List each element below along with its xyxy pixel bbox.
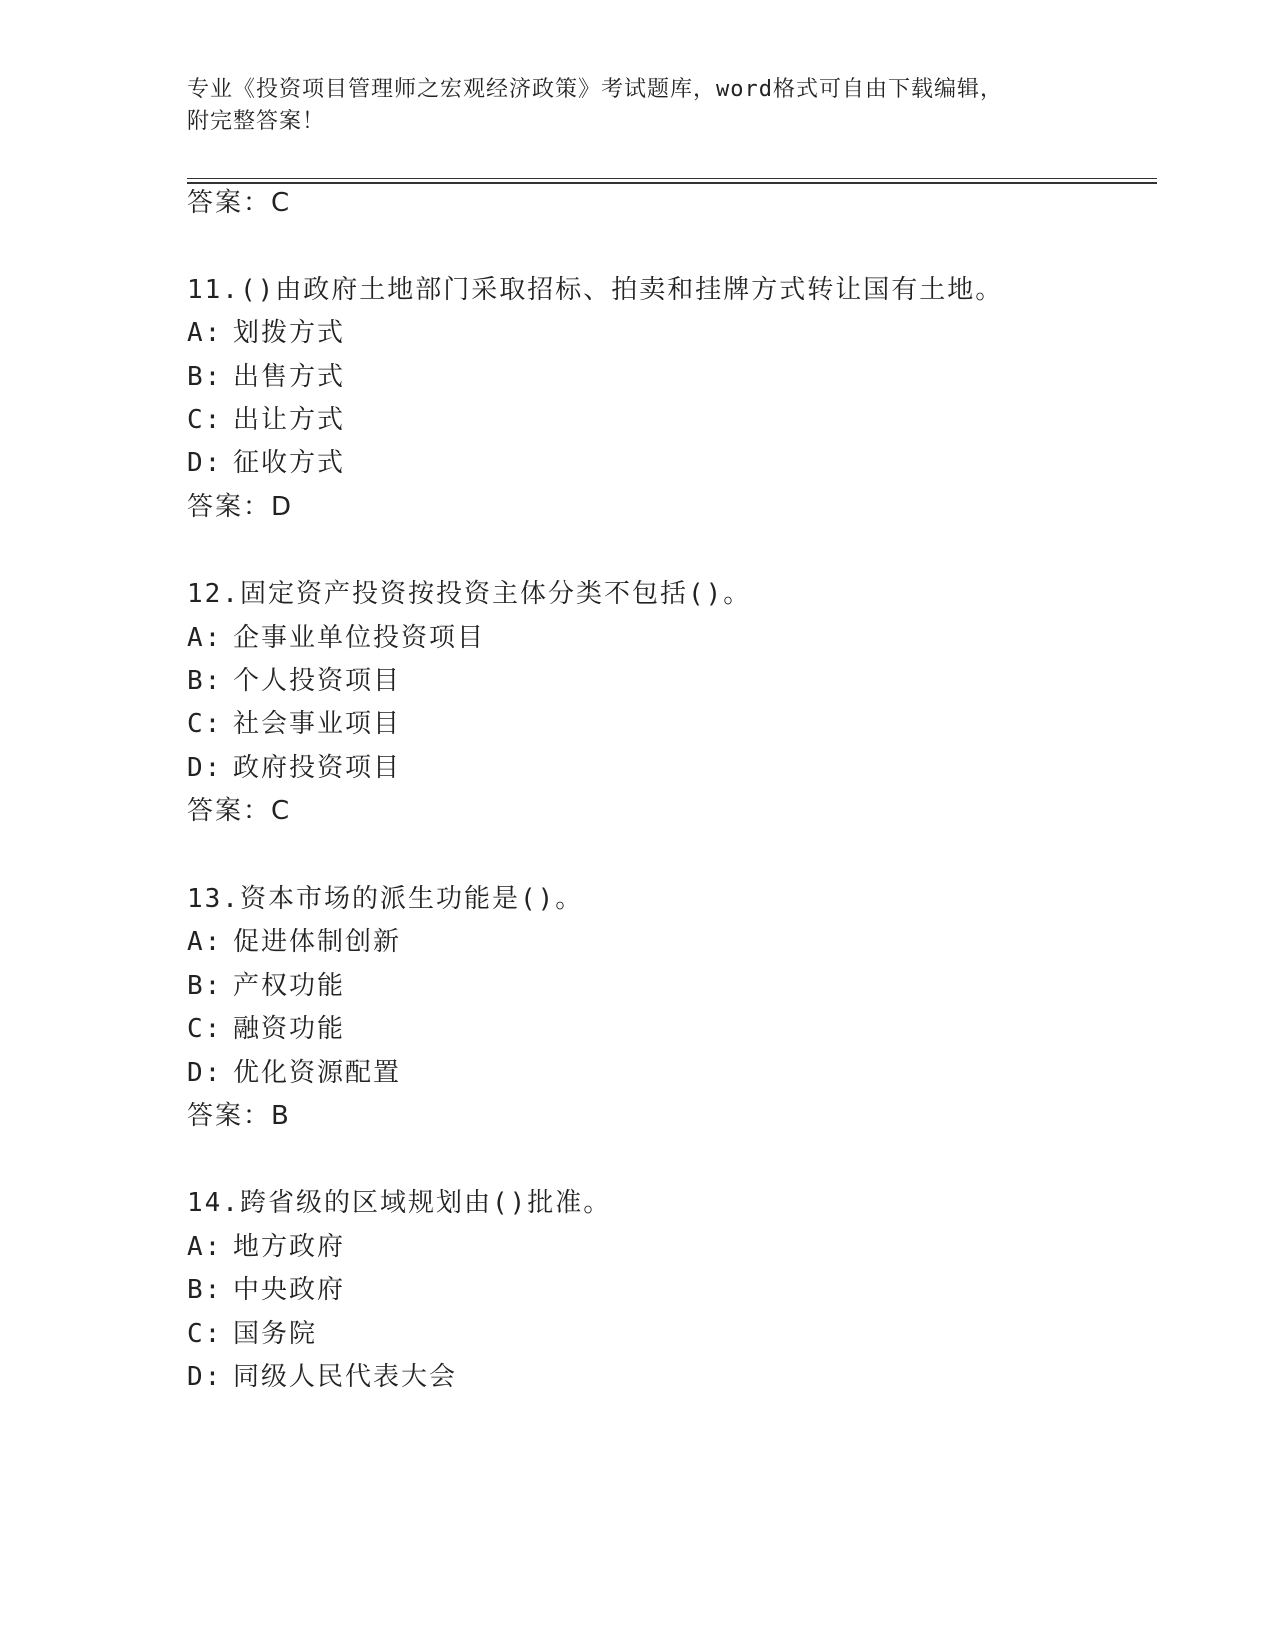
answer-line: 答案：C [187, 796, 292, 826]
option-letter: D: [187, 448, 223, 478]
option-c [187, 1314, 317, 1354]
option-a [187, 618, 485, 658]
option-letter: A: [187, 623, 223, 653]
option-c [187, 704, 401, 744]
option-letter: A: [187, 318, 223, 348]
option-d [187, 1053, 401, 1093]
option-text: 划拨方式 [233, 318, 346, 348]
question-stem: 12.固定资产投资按投资主体分类不包括()。 [187, 579, 752, 609]
question-stem: 11.()由政府土地部门采取招标、拍卖和挂牌方式转让国有土地。 [187, 275, 1004, 305]
option-c [187, 1009, 345, 1049]
option-letter: D: [187, 753, 223, 783]
option-text: 政府投资项目 [233, 753, 402, 783]
option-b [187, 966, 345, 1006]
option-a [187, 313, 345, 353]
option-text: 出让方式 [233, 405, 346, 435]
option-letter: A: [187, 927, 223, 957]
option-letter: B: [187, 362, 223, 392]
option-letter: B: [187, 666, 223, 696]
option-letter: C: [187, 709, 223, 739]
header-line-2: 附完整答案！ [187, 109, 326, 134]
option-text: 产权功能 [233, 971, 346, 1001]
option-text: 社会事业项目 [233, 709, 402, 739]
option-text: 地方政府 [233, 1232, 346, 1262]
option-letter: C: [187, 1014, 223, 1044]
option-letter: C: [187, 405, 223, 435]
option-text: 中央政府 [233, 1275, 346, 1305]
document-header [187, 74, 1067, 138]
option-text: 同级人民代表大会 [233, 1362, 458, 1392]
option-letter: B: [187, 971, 223, 1001]
option-d [187, 443, 345, 483]
answer-line: 答案：C [187, 188, 292, 218]
option-a [187, 922, 401, 962]
option-text: 优化资源配置 [233, 1058, 402, 1088]
document-page [187, 0, 1157, 1650]
option-text: 国务院 [233, 1319, 318, 1349]
header-line-1: 专业《投资项目管理师之宏观经济政策》考试题库，word格式可自由下载编辑， [187, 77, 1003, 102]
header-divider [187, 178, 1157, 184]
option-b [187, 357, 345, 397]
answer-line: 答案：D [187, 492, 294, 522]
option-letter: B: [187, 1275, 223, 1305]
question-stem: 13.资本市场的派生功能是()。 [187, 884, 584, 914]
option-b [187, 1270, 345, 1310]
option-c [187, 400, 345, 440]
option-text: 个人投资项目 [233, 666, 402, 696]
option-text: 促进体制创新 [233, 927, 402, 957]
option-d [187, 748, 401, 788]
option-a [187, 1227, 345, 1267]
option-letter: D: [187, 1058, 223, 1088]
option-text: 企事业单位投资项目 [233, 623, 486, 653]
option-letter: D: [187, 1362, 223, 1392]
option-letter: C: [187, 1319, 223, 1349]
answer-line: 答案：B [187, 1101, 291, 1131]
option-text: 征收方式 [233, 448, 346, 478]
option-d [187, 1357, 457, 1397]
option-b [187, 661, 401, 701]
question-stem: 14.跨省级的区域规划由()批准。 [187, 1188, 612, 1218]
option-text: 出售方式 [233, 362, 346, 392]
option-letter: A: [187, 1232, 223, 1262]
option-text: 融资功能 [233, 1014, 346, 1044]
